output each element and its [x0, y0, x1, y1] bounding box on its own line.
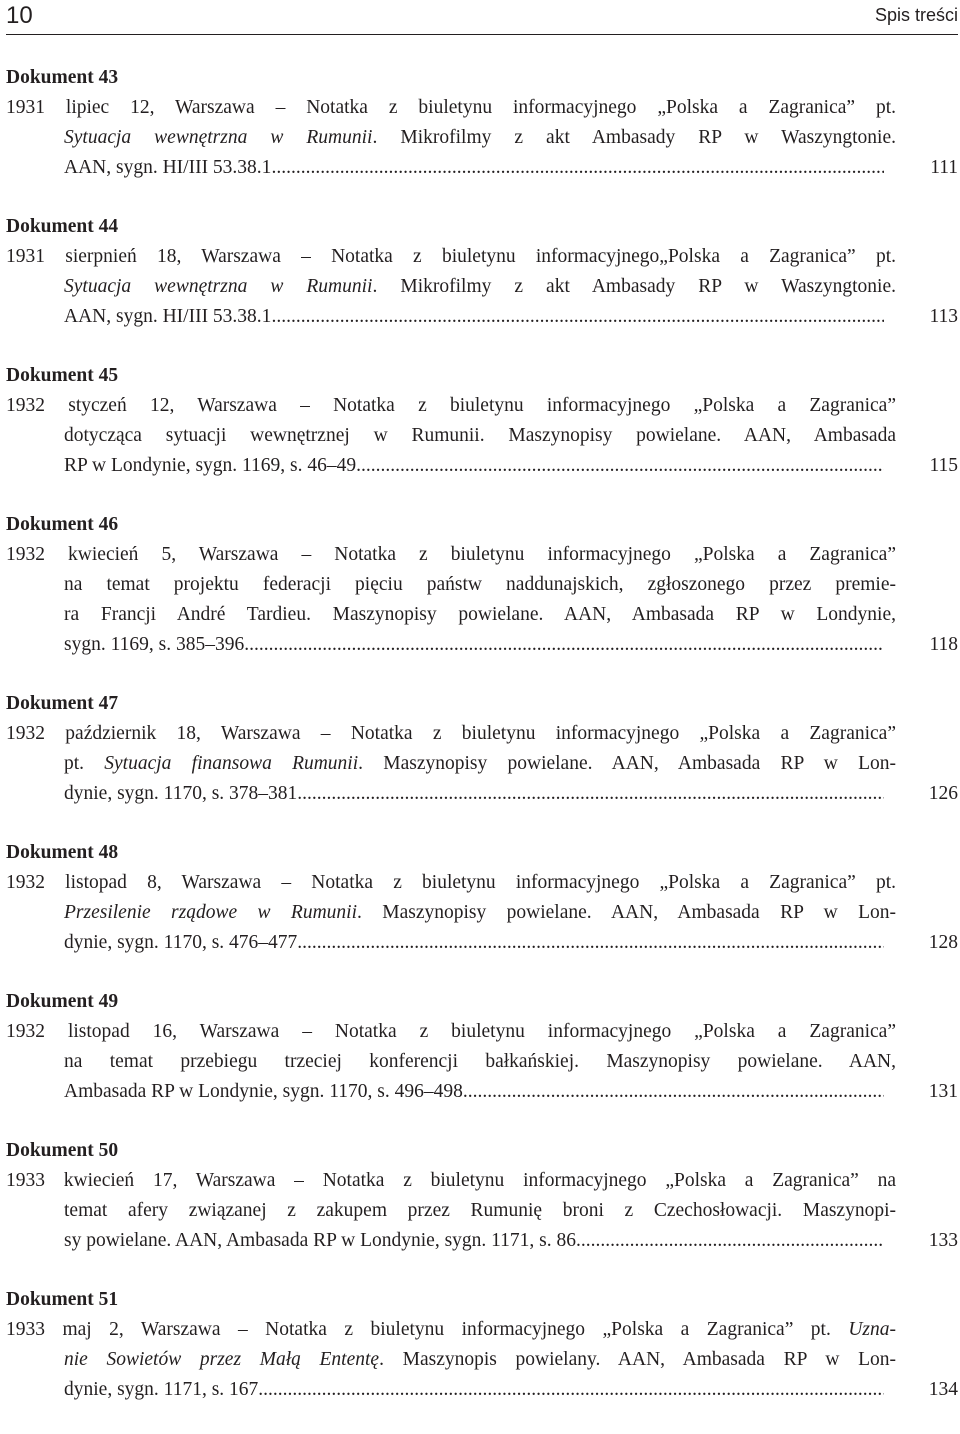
- entry-line-text: na temat projektu federacji pięciu państw naddunajskich, zgłoszonego przez premie-: [64, 574, 896, 595]
- dot-leader: [258, 1375, 884, 1405]
- dot-leader: [463, 1077, 884, 1107]
- entry-line: [6, 1017, 958, 1047]
- entry-line: [6, 1196, 958, 1226]
- entry-line-text: pt. Sytuacja finansowa Rumunii. Maszynopisy powielane. AAN, Ambasada RP w Lon-: [64, 753, 897, 774]
- entry-line-text: Ambasada RP w Londynie, sygn. 1170, s. 496–498: [64, 1081, 463, 1102]
- page-reference: 111: [930, 157, 958, 178]
- entry-line-text: 1932 kwiecień 5, Warszawa – Notatka z biuletynu informacyjnego „Polska a Zagranica”: [6, 544, 896, 565]
- entry-line: [6, 1345, 958, 1375]
- entry-last-line: [6, 1226, 958, 1256]
- page-number: 10: [6, 2, 33, 29]
- entry-line: [6, 123, 958, 153]
- entry-line-text: dotycząca sytuacji wewnętrznej w Rumunii. Maszynopisy powielane. AAN, Ambasada: [64, 425, 896, 446]
- entry-last-line: [6, 1077, 958, 1107]
- toc-entry: [6, 987, 958, 1107]
- entry-line: [6, 1315, 958, 1345]
- entry-line-text: na temat przebiegu trzeciej konferencji bałkańskiej. Maszynopisy powielane. AAN,: [64, 1051, 896, 1072]
- entry-last-line: [6, 451, 958, 481]
- entry-line-text: 1932 październik 18, Warszawa – Notatka z biuletynu informacyjnego „Polska a Zagranica”: [6, 723, 896, 744]
- entry-line: [6, 1166, 958, 1196]
- page-reference: 133: [928, 1230, 958, 1251]
- entry-line-text: dynie, sygn. 1171, s. 167: [64, 1379, 259, 1400]
- page-reference: 113: [929, 306, 958, 327]
- toc-entry: [6, 63, 958, 183]
- entry-line: [6, 242, 958, 272]
- dot-leader: [297, 779, 884, 809]
- entry-title: Dokument 43: [6, 67, 119, 88]
- dot-leader: [576, 1226, 884, 1256]
- toc-entry: [6, 1136, 958, 1256]
- dot-leader: [356, 451, 884, 481]
- toc-entry: [6, 1285, 958, 1405]
- entry-line: [6, 540, 958, 570]
- entry-line: [6, 898, 958, 928]
- entry-line-text: nie Sowietów przez Małą Ententę. Maszynopis powielany. AAN, Ambasada RP w Lon-: [64, 1349, 897, 1370]
- toc-entry: [6, 689, 958, 809]
- entry-line: [6, 93, 958, 123]
- page-reference: 118: [929, 634, 958, 655]
- entry-last-line: [6, 153, 958, 183]
- toc-entry: [6, 212, 958, 332]
- entry-title: Dokument 49: [6, 991, 119, 1012]
- entry-line: [6, 719, 958, 749]
- entry-line-text: Sytuacja wewnętrzna w Rumunii. Mikrofilmy z akt Ambasady RP w Waszyngtonie.: [64, 127, 896, 148]
- entry-line-text: Sytuacja wewnętrzna w Rumunii. Mikrofilmy z akt Ambasady RP w Waszyngtonie.: [64, 276, 896, 297]
- entry-title: Dokument 44: [6, 216, 119, 237]
- entry-line-text: sygn. 1169, s. 385–396: [64, 634, 245, 655]
- entry-line-text: RP w Londynie, sygn. 1169, s. 46–49: [64, 455, 357, 476]
- entry-line-text: Przesilenie rządowe w Rumunii. Maszynopisy powielane. AAN, Ambasada RP w Lon-: [64, 902, 896, 923]
- dot-leader: [297, 928, 884, 958]
- entry-line: [6, 272, 958, 302]
- entry-last-line: [6, 1375, 958, 1405]
- entry-line-text: 1931 lipiec 12, Warszawa – Notatka z biuletynu informacyjnego „Polska a Zagranica” pt.: [6, 97, 896, 118]
- entry-title: Dokument 46: [6, 514, 119, 535]
- dot-leader: [271, 302, 884, 332]
- page-reference: 134: [928, 1379, 958, 1400]
- entry-line: [6, 749, 958, 779]
- dot-leader: [244, 630, 884, 660]
- entry-line-text: 1932 listopad 8, Warszawa – Notatka z biuletynu informacyjnego „Polska a Zagranica” pt.: [6, 872, 896, 893]
- running-title: Spis treści: [874, 5, 958, 25]
- entry-line-text: 1933 kwiecień 17, Warszawa – Notatka z biuletynu informacyjnego „Polska a Zagranica” na: [6, 1170, 896, 1191]
- entry-line: [6, 421, 958, 451]
- entry-title: Dokument 48: [6, 842, 119, 863]
- entry-line: [6, 570, 958, 600]
- entry-title: Dokument 45: [6, 365, 119, 386]
- entry-line-text: temat afery związanej z zakupem przez Rumunię broni z Czechosłowacji. Maszynopi-: [64, 1200, 896, 1221]
- entry-line: [6, 391, 958, 421]
- page-reference: 131: [928, 1081, 958, 1102]
- entry-last-line: [6, 302, 958, 332]
- entry-line: [6, 600, 958, 630]
- entry-line-text: 1932 styczeń 12, Warszawa – Notatka z biuletynu informacyjnego „Polska a Zagranica”: [6, 395, 896, 416]
- entry-last-line: [6, 928, 958, 958]
- entry-line-text: sy powielane. AAN, Ambasada RP w Londynie, sygn. 1171, s. 86: [64, 1230, 577, 1251]
- entry-line-text: AAN, sygn. HI/III 53.38.1: [64, 306, 272, 327]
- entry-title: Dokument 51: [6, 1289, 119, 1310]
- page-reference: 126: [928, 783, 958, 804]
- entry-line-text: 1933 maj 2, Warszawa – Notatka z biuletynu informacyjnego „Polska a Zagranica” pt. Uzna-: [6, 1319, 896, 1340]
- entry-line-text: ra Francji André Tardieu. Maszynopisy powielane. AAN, Ambasada RP w Londynie,: [64, 604, 896, 625]
- dot-leader: [271, 153, 884, 183]
- page-reference: 115: [929, 455, 958, 476]
- entry-title: Dokument 47: [6, 693, 119, 714]
- table-of-contents: [6, 63, 958, 1434]
- toc-entry: [6, 838, 958, 958]
- entry-last-line: [6, 779, 958, 809]
- entry-last-line: [6, 630, 958, 660]
- entry-line: [6, 868, 958, 898]
- page-reference: 128: [928, 932, 958, 953]
- entry-line: [6, 1047, 958, 1077]
- page-header: [6, 0, 958, 35]
- entry-line-text: 1931 sierpnień 18, Warszawa – Notatka z biuletynu informacyjnego„Polska a Zagranica” pt.: [6, 246, 896, 267]
- toc-entry: [6, 510, 958, 660]
- entry-line-text: 1932 listopad 16, Warszawa – Notatka z biuletynu informacyjnego „Polska a Zagranica”: [6, 1021, 896, 1042]
- entry-line-text: dynie, sygn. 1170, s. 378–381: [64, 783, 298, 804]
- toc-entry: [6, 361, 958, 481]
- entry-line-text: AAN, sygn. HI/III 53.38.1: [64, 157, 272, 178]
- entry-title: Dokument 50: [6, 1140, 119, 1161]
- entry-line-text: dynie, sygn. 1170, s. 476–477: [64, 932, 298, 953]
